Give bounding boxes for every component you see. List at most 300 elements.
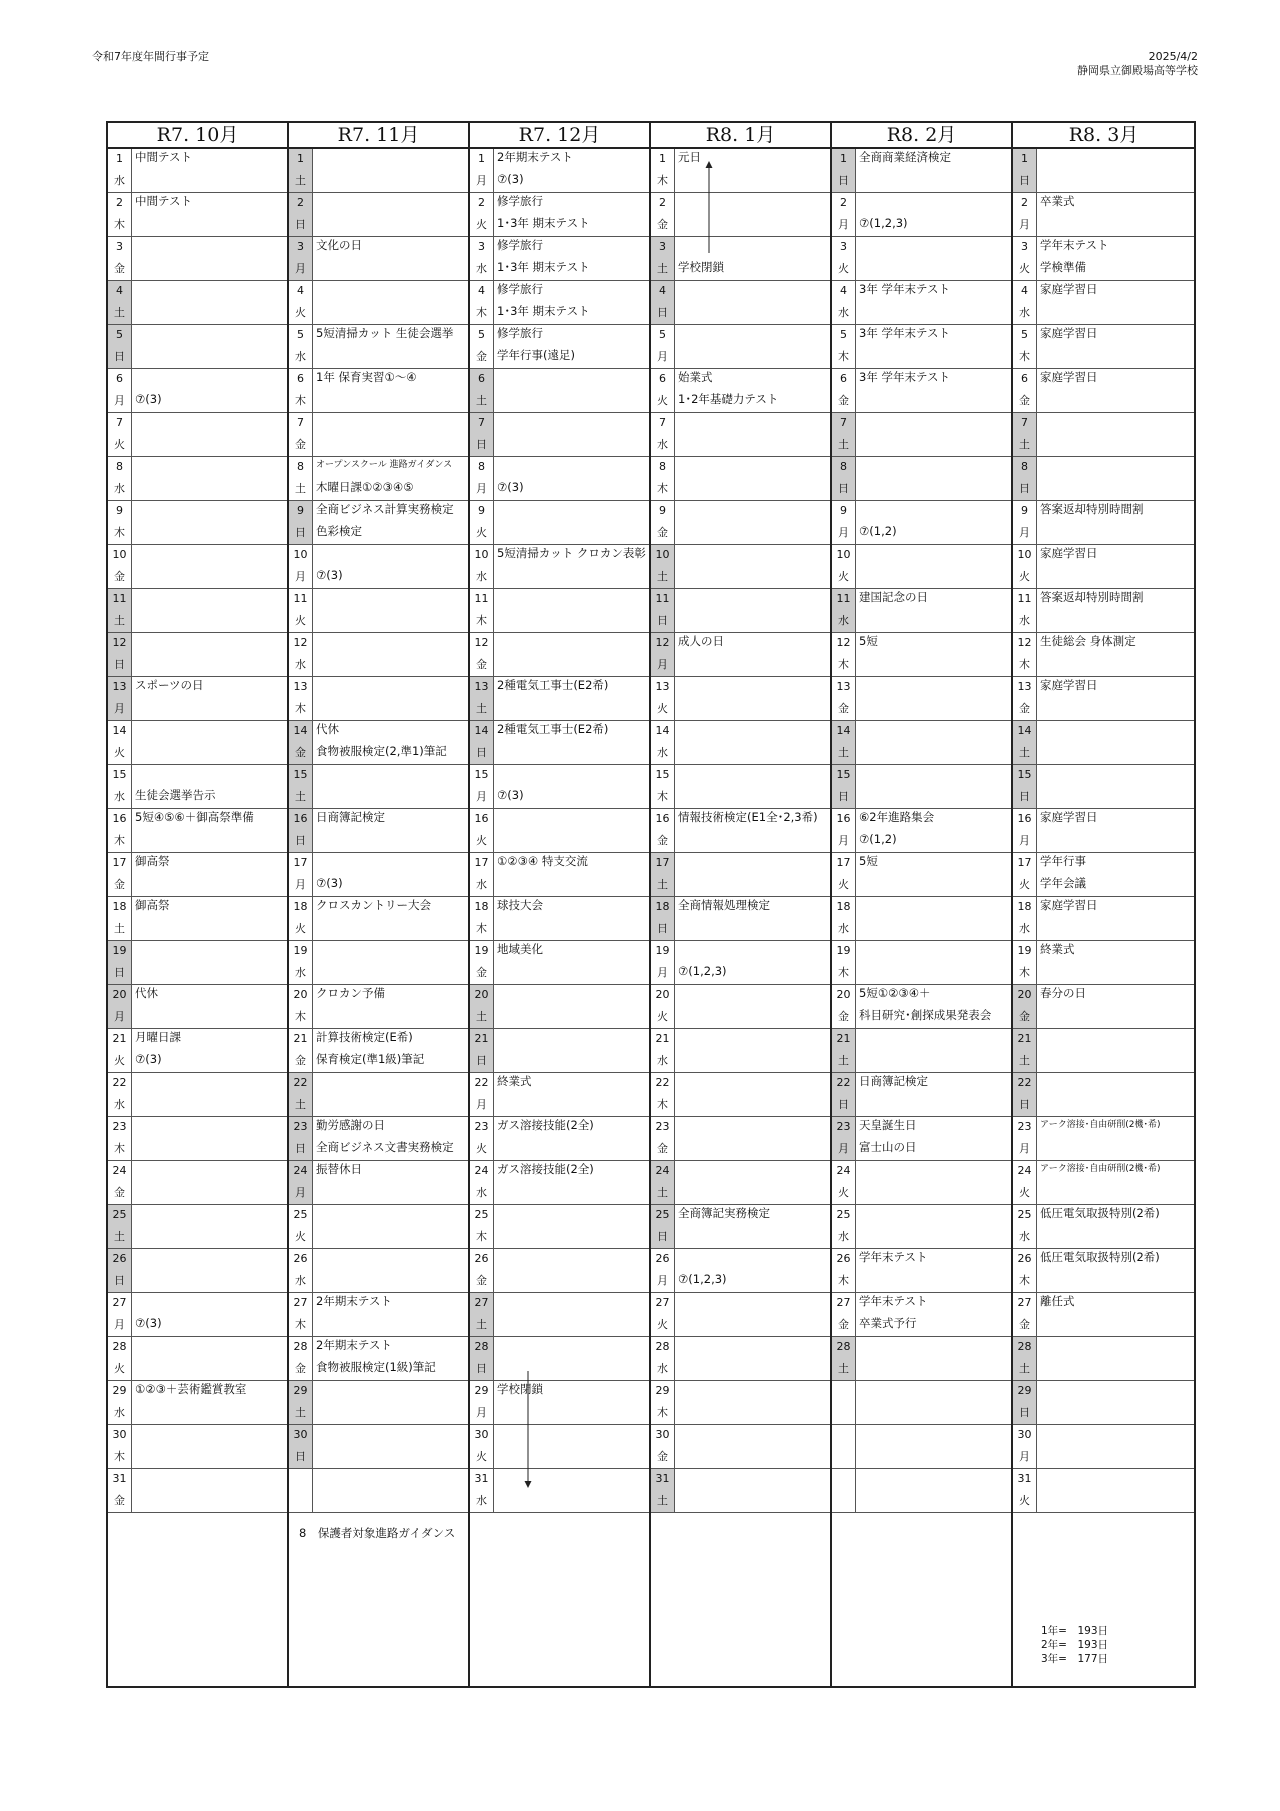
day-row [470, 721, 649, 765]
day-number: 31 [655, 1472, 670, 1485]
day-row [651, 1425, 830, 1469]
day-cell [470, 677, 494, 720]
day-cell [108, 369, 132, 412]
day-row [470, 545, 649, 589]
day-number: 23 [293, 1120, 308, 1133]
day-row [470, 853, 649, 897]
day-cell [651, 545, 675, 588]
day-cell [289, 1205, 313, 1248]
day-cell [1013, 985, 1037, 1028]
day-row [1013, 281, 1194, 325]
weekday: 木 [295, 702, 306, 715]
day-row [651, 457, 830, 501]
day-number: 23 [474, 1120, 489, 1133]
day-number: 29 [1017, 1384, 1032, 1397]
day-row [108, 897, 287, 941]
weekday: 水 [114, 1098, 125, 1111]
event-text: クロスカントリー大会 [316, 898, 431, 912]
event-text: 文化の日 [316, 238, 362, 252]
day-cell [289, 545, 313, 588]
event-text: ⑦(3) [497, 480, 524, 494]
event-text: ⑦(1,2,3) [859, 216, 908, 230]
day-cell [651, 501, 675, 544]
day-row [832, 1293, 1011, 1337]
day-number: 30 [112, 1428, 127, 1441]
weekday: 木 [476, 614, 487, 627]
day-number: 25 [1017, 1208, 1032, 1221]
day-cell [832, 1381, 856, 1424]
weekday: 金 [1019, 1010, 1030, 1023]
weekday: 火 [838, 1186, 849, 1199]
day-cell [470, 1337, 494, 1380]
weekday: 水 [114, 790, 125, 803]
day-cell [470, 1161, 494, 1204]
period-arrow-up-icon [703, 161, 715, 253]
weekday: 木 [295, 1318, 306, 1331]
day-number: 10 [112, 548, 127, 561]
day-cell [651, 1205, 675, 1248]
event-text: 木曜日課①②③④⑤ [316, 480, 414, 494]
day-number: 11 [112, 592, 127, 605]
day-number: 21 [112, 1032, 127, 1045]
day-number: 10 [293, 548, 308, 561]
day-number: 22 [655, 1076, 670, 1089]
day-row [108, 985, 287, 1029]
event-text: 1･2年基礎力テスト [678, 392, 779, 406]
event-text: 家庭学習日 [1040, 810, 1098, 824]
day-cell [1013, 941, 1037, 984]
day-number: 29 [112, 1384, 127, 1397]
day-cell [108, 1337, 132, 1380]
day-cell [108, 1029, 132, 1072]
day-number: 24 [474, 1164, 489, 1177]
event-text: アーク溶接･自由研削(2機･希) [1040, 1120, 1161, 1130]
day-row [470, 457, 649, 501]
weekday: 金 [657, 218, 668, 231]
event-text: 代休 [135, 986, 158, 1000]
event-text: ⑦(3) [135, 1316, 162, 1330]
day-row [289, 941, 468, 985]
day-row [1013, 897, 1194, 941]
weekday: 水 [476, 570, 487, 583]
day-cell [651, 1337, 675, 1380]
day-cell [289, 1117, 313, 1160]
day-cell [470, 853, 494, 896]
day-number: 23 [112, 1120, 127, 1133]
day-number: 3 [840, 240, 847, 253]
day-row [1013, 809, 1194, 853]
day-cell [1013, 853, 1037, 896]
day-row [289, 149, 468, 193]
weekday: 水 [1019, 1230, 1030, 1243]
event-text: 卒業式 [1040, 194, 1075, 208]
day-cell [1013, 765, 1037, 808]
day-number: 27 [474, 1296, 489, 1309]
day-cell [289, 1425, 313, 1468]
event-text: 情報技術検定(E1全･2,3希) [678, 810, 818, 824]
weekday: 火 [114, 1362, 125, 1375]
day-cell [108, 1293, 132, 1336]
day-cell [470, 985, 494, 1028]
day-number: 14 [112, 724, 127, 737]
day-cell [832, 1469, 856, 1512]
weekday: 日 [295, 1450, 306, 1463]
day-number: 26 [293, 1252, 308, 1265]
event-text: 全商商業経済検定 [859, 150, 951, 164]
day-cell [1013, 281, 1037, 324]
day-number: 24 [836, 1164, 851, 1177]
weekday: 木 [295, 1010, 306, 1023]
weekday: 木 [114, 1450, 125, 1463]
day-cell [289, 1029, 313, 1072]
weekday: 月 [114, 394, 125, 407]
weekday: 金 [114, 262, 125, 275]
day-row [1013, 1337, 1194, 1381]
day-number: 5 [297, 328, 304, 341]
event-text: 終業式 [497, 1074, 532, 1088]
day-row [832, 193, 1011, 237]
day-cell [108, 941, 132, 984]
day-row [832, 325, 1011, 369]
weekday: 木 [476, 306, 487, 319]
weekday: 日 [1019, 1098, 1030, 1111]
weekday: 水 [1019, 922, 1030, 935]
day-row [832, 633, 1011, 677]
day-row [1013, 1073, 1194, 1117]
weekday: 月 [114, 1010, 125, 1023]
day-cell [289, 501, 313, 544]
day-row [289, 325, 468, 369]
weekday: 木 [838, 350, 849, 363]
weekday: 月 [657, 658, 668, 671]
day-row [108, 1205, 287, 1249]
weekday: 水 [295, 966, 306, 979]
weekday: 金 [295, 1054, 306, 1067]
day-number: 4 [1021, 284, 1028, 297]
day-number: 23 [1017, 1120, 1032, 1133]
day-cell [289, 1249, 313, 1292]
document-title: 令和7年度年間行事予定 [92, 50, 209, 63]
weekday: 火 [657, 702, 668, 715]
day-cell [108, 281, 132, 324]
day-number: 22 [293, 1076, 308, 1089]
weekday: 日 [838, 790, 849, 803]
day-row [289, 1117, 468, 1161]
day-cell [108, 325, 132, 368]
day-number: 2 [116, 196, 123, 209]
day-cell [651, 677, 675, 720]
day-row [108, 545, 287, 589]
event-text: 2年期末テスト [497, 150, 573, 164]
weekday: 日 [476, 1054, 487, 1067]
day-cell [832, 721, 856, 764]
event-text: 5短①②③④＋ [859, 986, 931, 1000]
weekday: 日 [1019, 174, 1030, 187]
weekday: 木 [838, 1274, 849, 1287]
event-text: 修学旅行 [497, 194, 543, 208]
day-row [470, 633, 649, 677]
weekday: 木 [657, 1098, 668, 1111]
day-cell [1013, 1161, 1037, 1204]
day-number: 20 [836, 988, 851, 1001]
day-number: 2 [1021, 196, 1028, 209]
weekday: 土 [476, 1318, 487, 1331]
event-text: 学年行事(遠足) [497, 348, 575, 362]
day-row [470, 413, 649, 457]
day-cell [832, 765, 856, 808]
day-row [470, 369, 649, 413]
day-cell [108, 985, 132, 1028]
day-row [1013, 457, 1194, 501]
event-text: 卒業式予行 [859, 1316, 917, 1330]
event-text: 5短④⑤⑥＋御高祭準備 [135, 810, 254, 824]
day-cell [1013, 501, 1037, 544]
day-number: 26 [1017, 1252, 1032, 1265]
weekday: 金 [1019, 394, 1030, 407]
day-number: 28 [836, 1340, 851, 1353]
weekday: 日 [838, 1098, 849, 1111]
day-row [832, 1161, 1011, 1205]
day-number: 3 [478, 240, 485, 253]
event-text: ⑦(1,2) [859, 524, 897, 538]
day-cell [289, 985, 313, 1028]
day-row [651, 149, 830, 193]
weekday: 木 [1019, 966, 1030, 979]
event-text: 代休 [316, 722, 339, 736]
day-number: 24 [112, 1164, 127, 1177]
day-row [108, 1381, 287, 1425]
event-text: 家庭学習日 [1040, 326, 1098, 340]
weekday: 日 [114, 1274, 125, 1287]
day-cell [470, 1205, 494, 1248]
day-number: 20 [655, 988, 670, 1001]
day-row [1013, 1381, 1194, 1425]
day-number: 9 [478, 504, 485, 517]
day-number: 12 [836, 636, 851, 649]
event-text: 春分の日 [1040, 986, 1086, 1000]
weekday: 月 [1019, 1142, 1030, 1155]
event-text: 全商簿記実務検定 [678, 1206, 770, 1220]
day-cell [108, 501, 132, 544]
day-number: 13 [655, 680, 670, 693]
month-column [832, 123, 1013, 1686]
day-row [289, 1161, 468, 1205]
event-text: 2種電気工事士(E2希) [497, 722, 609, 736]
day-cell [470, 1117, 494, 1160]
event-text: 答案返却特別時間割 [1040, 590, 1144, 604]
day-number: 12 [1017, 636, 1032, 649]
day-cell [470, 1381, 494, 1424]
day-number: 21 [836, 1032, 851, 1045]
weekday: 水 [1019, 306, 1030, 319]
weekday: 金 [838, 702, 849, 715]
day-number: 23 [655, 1120, 670, 1133]
weekday: 木 [114, 526, 125, 539]
day-cell [651, 1117, 675, 1160]
day-row [832, 281, 1011, 325]
day-cell [832, 501, 856, 544]
day-row [1013, 369, 1194, 413]
day-cell [289, 1469, 313, 1512]
day-cell [651, 325, 675, 368]
day-row [1013, 1205, 1194, 1249]
day-number: 27 [112, 1296, 127, 1309]
day-row [651, 1469, 830, 1513]
month-header: R7. 10月 [108, 123, 287, 149]
weekday: 日 [838, 174, 849, 187]
day-number: 17 [1017, 856, 1032, 869]
weekday: 火 [476, 1142, 487, 1155]
weekday: 木 [1019, 1274, 1030, 1287]
event-text: 家庭学習日 [1040, 546, 1098, 560]
event-text: 全商ビジネス計算実務検定 [316, 502, 454, 516]
weekday: 土 [114, 1230, 125, 1243]
day-cell [832, 1073, 856, 1116]
weekday: 火 [838, 878, 849, 891]
weekday: 木 [114, 218, 125, 231]
event-text: 生徒会選挙告示 [135, 788, 216, 802]
day-number: 19 [655, 944, 670, 957]
day-row [289, 369, 468, 413]
day-cell [108, 1381, 132, 1424]
day-row [832, 897, 1011, 941]
day-number: 13 [1017, 680, 1032, 693]
weekday: 月 [114, 1318, 125, 1331]
event-text: 5短清掃カット 生徒会選挙 [316, 326, 454, 340]
event-text: 家庭学習日 [1040, 370, 1098, 384]
weekday: 土 [295, 174, 306, 187]
day-number: 24 [655, 1164, 670, 1177]
day-row [1013, 765, 1194, 809]
day-cell [1013, 1293, 1037, 1336]
day-row [289, 501, 468, 545]
day-row [108, 589, 287, 633]
day-number: 29 [655, 1384, 670, 1397]
day-number: 31 [474, 1472, 489, 1485]
weekday: 木 [1019, 658, 1030, 671]
day-row [108, 1469, 287, 1513]
day-number: 18 [112, 900, 127, 913]
day-cell [470, 457, 494, 500]
day-row [1013, 1249, 1194, 1293]
day-cell [832, 897, 856, 940]
day-cell [1013, 1425, 1037, 1468]
event-text: 修学旅行 [497, 282, 543, 296]
day-number: 18 [293, 900, 308, 913]
day-cell [1013, 413, 1037, 456]
day-number: 26 [112, 1252, 127, 1265]
weekday: 火 [657, 1318, 668, 1331]
day-number: 2 [478, 196, 485, 209]
day-number: 25 [112, 1208, 127, 1221]
weekday: 日 [838, 482, 849, 495]
weekday: 月 [838, 834, 849, 847]
day-number: 2 [297, 196, 304, 209]
day-number: 6 [478, 372, 485, 385]
day-cell [832, 1425, 856, 1468]
day-row [651, 1073, 830, 1117]
weekday: 土 [838, 746, 849, 759]
day-number: 22 [836, 1076, 851, 1089]
day-cell [470, 193, 494, 236]
day-cell [1013, 457, 1037, 500]
event-text: 学校閉鎖 [497, 1382, 543, 1396]
event-text: ⑦(3) [497, 788, 524, 802]
day-cell [1013, 589, 1037, 632]
day-cell [108, 853, 132, 896]
event-text: 2年期末テスト [316, 1338, 392, 1352]
day-row [651, 765, 830, 809]
weekday: 土 [1019, 1054, 1030, 1067]
day-cell [1013, 325, 1037, 368]
day-row [832, 985, 1011, 1029]
weekday: 金 [1019, 702, 1030, 715]
event-text: 成人の日 [678, 634, 724, 648]
day-row [832, 149, 1011, 193]
day-row [470, 1073, 649, 1117]
day-row [832, 545, 1011, 589]
weekday: 水 [476, 262, 487, 275]
weekday: 木 [657, 1406, 668, 1419]
weekday: 土 [295, 790, 306, 803]
month-column [470, 123, 651, 1686]
day-row [832, 369, 1011, 413]
day-number: 5 [659, 328, 666, 341]
event-text: 1･3年 期末テスト [497, 260, 590, 274]
day-row [1013, 545, 1194, 589]
day-number: 11 [655, 592, 670, 605]
day-row [651, 721, 830, 765]
day-number: 10 [836, 548, 851, 561]
day-number: 3 [1021, 240, 1028, 253]
day-cell [1013, 1073, 1037, 1116]
day-cell [470, 1029, 494, 1072]
day-number: 3 [659, 240, 666, 253]
event-text: スポーツの日 [135, 678, 204, 692]
day-row [832, 721, 1011, 765]
weekday: 水 [838, 614, 849, 627]
day-cell [651, 1249, 675, 1292]
attendance-total: 3年= 177日 [1041, 1653, 1109, 1665]
day-row [651, 501, 830, 545]
day-row [1013, 941, 1194, 985]
day-cell [832, 193, 856, 236]
day-number: 28 [112, 1340, 127, 1353]
event-text: 終業式 [1040, 942, 1075, 956]
event-text: 振替休日 [316, 1162, 362, 1176]
day-cell [108, 413, 132, 456]
day-cell [832, 457, 856, 500]
day-number: 17 [474, 856, 489, 869]
day-cell [289, 765, 313, 808]
day-row [470, 1249, 649, 1293]
weekday: 月 [295, 1186, 306, 1199]
weekday: 土 [476, 702, 487, 715]
weekday: 木 [1019, 350, 1030, 363]
day-row [651, 1293, 830, 1337]
day-cell [289, 809, 313, 852]
weekday: 水 [295, 658, 306, 671]
day-row [1013, 1029, 1194, 1073]
day-number: 4 [840, 284, 847, 297]
day-number: 17 [112, 856, 127, 869]
day-number: 14 [655, 724, 670, 737]
day-cell [108, 1205, 132, 1248]
event-text: 3年 学年末テスト [859, 326, 951, 340]
day-row [289, 1029, 468, 1073]
day-row [470, 1029, 649, 1073]
day-number: 4 [659, 284, 666, 297]
